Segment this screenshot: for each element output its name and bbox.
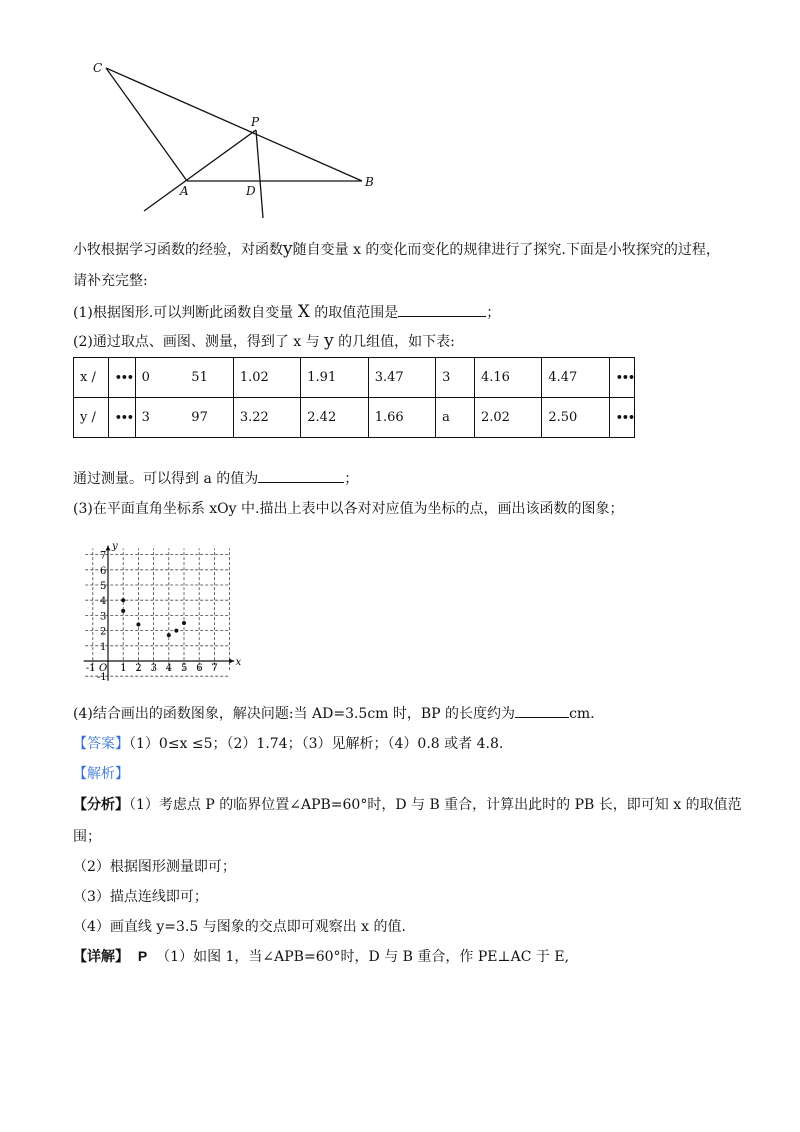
table-cell: 1.91 (301, 358, 368, 398)
data-point (121, 609, 125, 613)
table-dots: ••• (609, 398, 634, 438)
x-tick-label: 2 (135, 663, 142, 674)
data-point (174, 629, 178, 633)
table-cell: 3.22 (233, 398, 300, 438)
table-cell: 2.42 (301, 398, 368, 438)
table-cell: 0 (135, 358, 185, 398)
question-2: (2)通过取点、画图、测量，得到了 x 与 y 的几组值，如下表: (73, 331, 455, 351)
data-point (182, 621, 186, 625)
label-p: P (251, 115, 260, 129)
table-row-x (74, 358, 635, 398)
analysis-line-2: 围； (73, 829, 101, 845)
origin-label: O (99, 663, 108, 674)
answer-tag: 【答案】 (73, 736, 129, 752)
analysis-subtag: 【分析】 (73, 797, 129, 813)
x-tick-label: 4 (165, 663, 173, 674)
x-axis-arrow (229, 659, 234, 664)
label-c: C (93, 61, 103, 75)
table-cell: 4.47 (542, 358, 610, 398)
question-4: (4)结合画出的函数图象，解决问题:当 AD=3.5cm 时，BP 的长度约为 cm. (73, 706, 595, 722)
detail-tag: 【详解】 (73, 949, 129, 965)
answer-blank-bp[interactable] (515, 705, 569, 718)
table-cell: 4.16 (474, 358, 541, 398)
detail-p: P (137, 948, 148, 964)
y-tick-label: 3 (100, 611, 107, 623)
table-dots: ••• (108, 398, 135, 438)
x-tick-label: 5 (181, 663, 188, 674)
table-cell: 2.50 (542, 398, 610, 438)
label-a: A (180, 184, 189, 198)
table-cell: 2.02 (474, 398, 541, 438)
table-header-x: x / (74, 358, 109, 398)
label-b: B (365, 175, 374, 189)
table-row-y (74, 398, 635, 438)
x-tick-label: 1 (120, 663, 127, 674)
y-tick-label: 4 (100, 596, 107, 608)
triangle-figure (80, 55, 390, 225)
analysis-line-5: （4）画直线 y=3.5 与图象的交点即可观察出 x 的值. (73, 919, 406, 935)
data-point (121, 598, 125, 602)
table-cell: 1.02 (233, 358, 300, 398)
data-point (167, 633, 171, 637)
x-tick-label: 6 (196, 663, 203, 674)
table-cell: 51 (185, 358, 233, 398)
table-cell: 97 (185, 398, 233, 438)
y-tick-label: -1 (97, 672, 107, 684)
label-d: D (246, 184, 256, 198)
answer-blank-1[interactable] (398, 304, 486, 317)
table-cell: 3.47 (368, 358, 435, 398)
intro-line-2: 请补充完整: (73, 273, 148, 289)
table-cell: a (436, 398, 475, 438)
table-cell: 1.66 (368, 398, 435, 438)
measure-line: 通过测量。可以得到 a 的值为 ； (73, 471, 359, 487)
detail-line: 【详解】 P （1）如图 1，当∠APB=60°时，D 与 B 重合，作 PE⊥AC 于 E, (73, 948, 570, 965)
x-tick-label: 7 (211, 663, 218, 674)
y-tick-label: 6 (100, 565, 107, 577)
analysis-tag: 【解析】 (73, 766, 129, 782)
analysis-line-3: （2）根据图形测量即可； (73, 859, 236, 875)
segment-ap-extended (144, 130, 256, 211)
value-table (73, 357, 635, 438)
y-tick-label: 7 (100, 550, 107, 562)
answer-blank-a[interactable] (258, 470, 344, 483)
y-axis-label: y (112, 541, 118, 552)
x-tick-label: -1 (85, 663, 96, 674)
question-3: (3)在平面直角坐标系 xOy 中.描出上表中以各对对应值为坐标的点，画出该函数的图象； (73, 501, 624, 517)
answer-line: 【答案】（1）0≤x ≤5；（2）1.74；（3）见解析；（4）0.8 或者 4.8. (73, 736, 504, 752)
segment-cb (106, 68, 362, 181)
data-point (136, 623, 140, 627)
segment-pd-extended (256, 130, 263, 218)
y-tick-label: 1 (100, 641, 107, 653)
table-cell: 3 (436, 358, 475, 398)
analysis-line-1: 【分析】（1）考虑点 P 的临界位置∠APB=60°时，D 与 B 重合，计算出此时的 PB 长，即可知 x 的取值范 (73, 797, 742, 813)
x-axis-label: x (235, 657, 242, 668)
question-1: (1)根据图形.可以判断此函数自变量 X 的取值范围是 ； (73, 302, 501, 322)
table-dots: ••• (609, 358, 634, 398)
segment-ca (106, 68, 187, 181)
table-dots: ••• (108, 358, 135, 398)
x-tick-label: 3 (150, 663, 157, 674)
table-cell: 3 (135, 398, 185, 438)
coordinate-chart (80, 533, 255, 688)
y-tick-label: 5 (100, 581, 107, 592)
intro-line-1: 小牧根据学习函数的经验，对函数y随自变量 x 的变化而变化的规律进行了探究.下面是小牧探究的过程， (73, 239, 720, 259)
table-header-y: y / (74, 398, 109, 438)
analysis-line-4: （3）描点连线即可； (73, 889, 208, 905)
y-tick-label: 2 (100, 626, 107, 638)
